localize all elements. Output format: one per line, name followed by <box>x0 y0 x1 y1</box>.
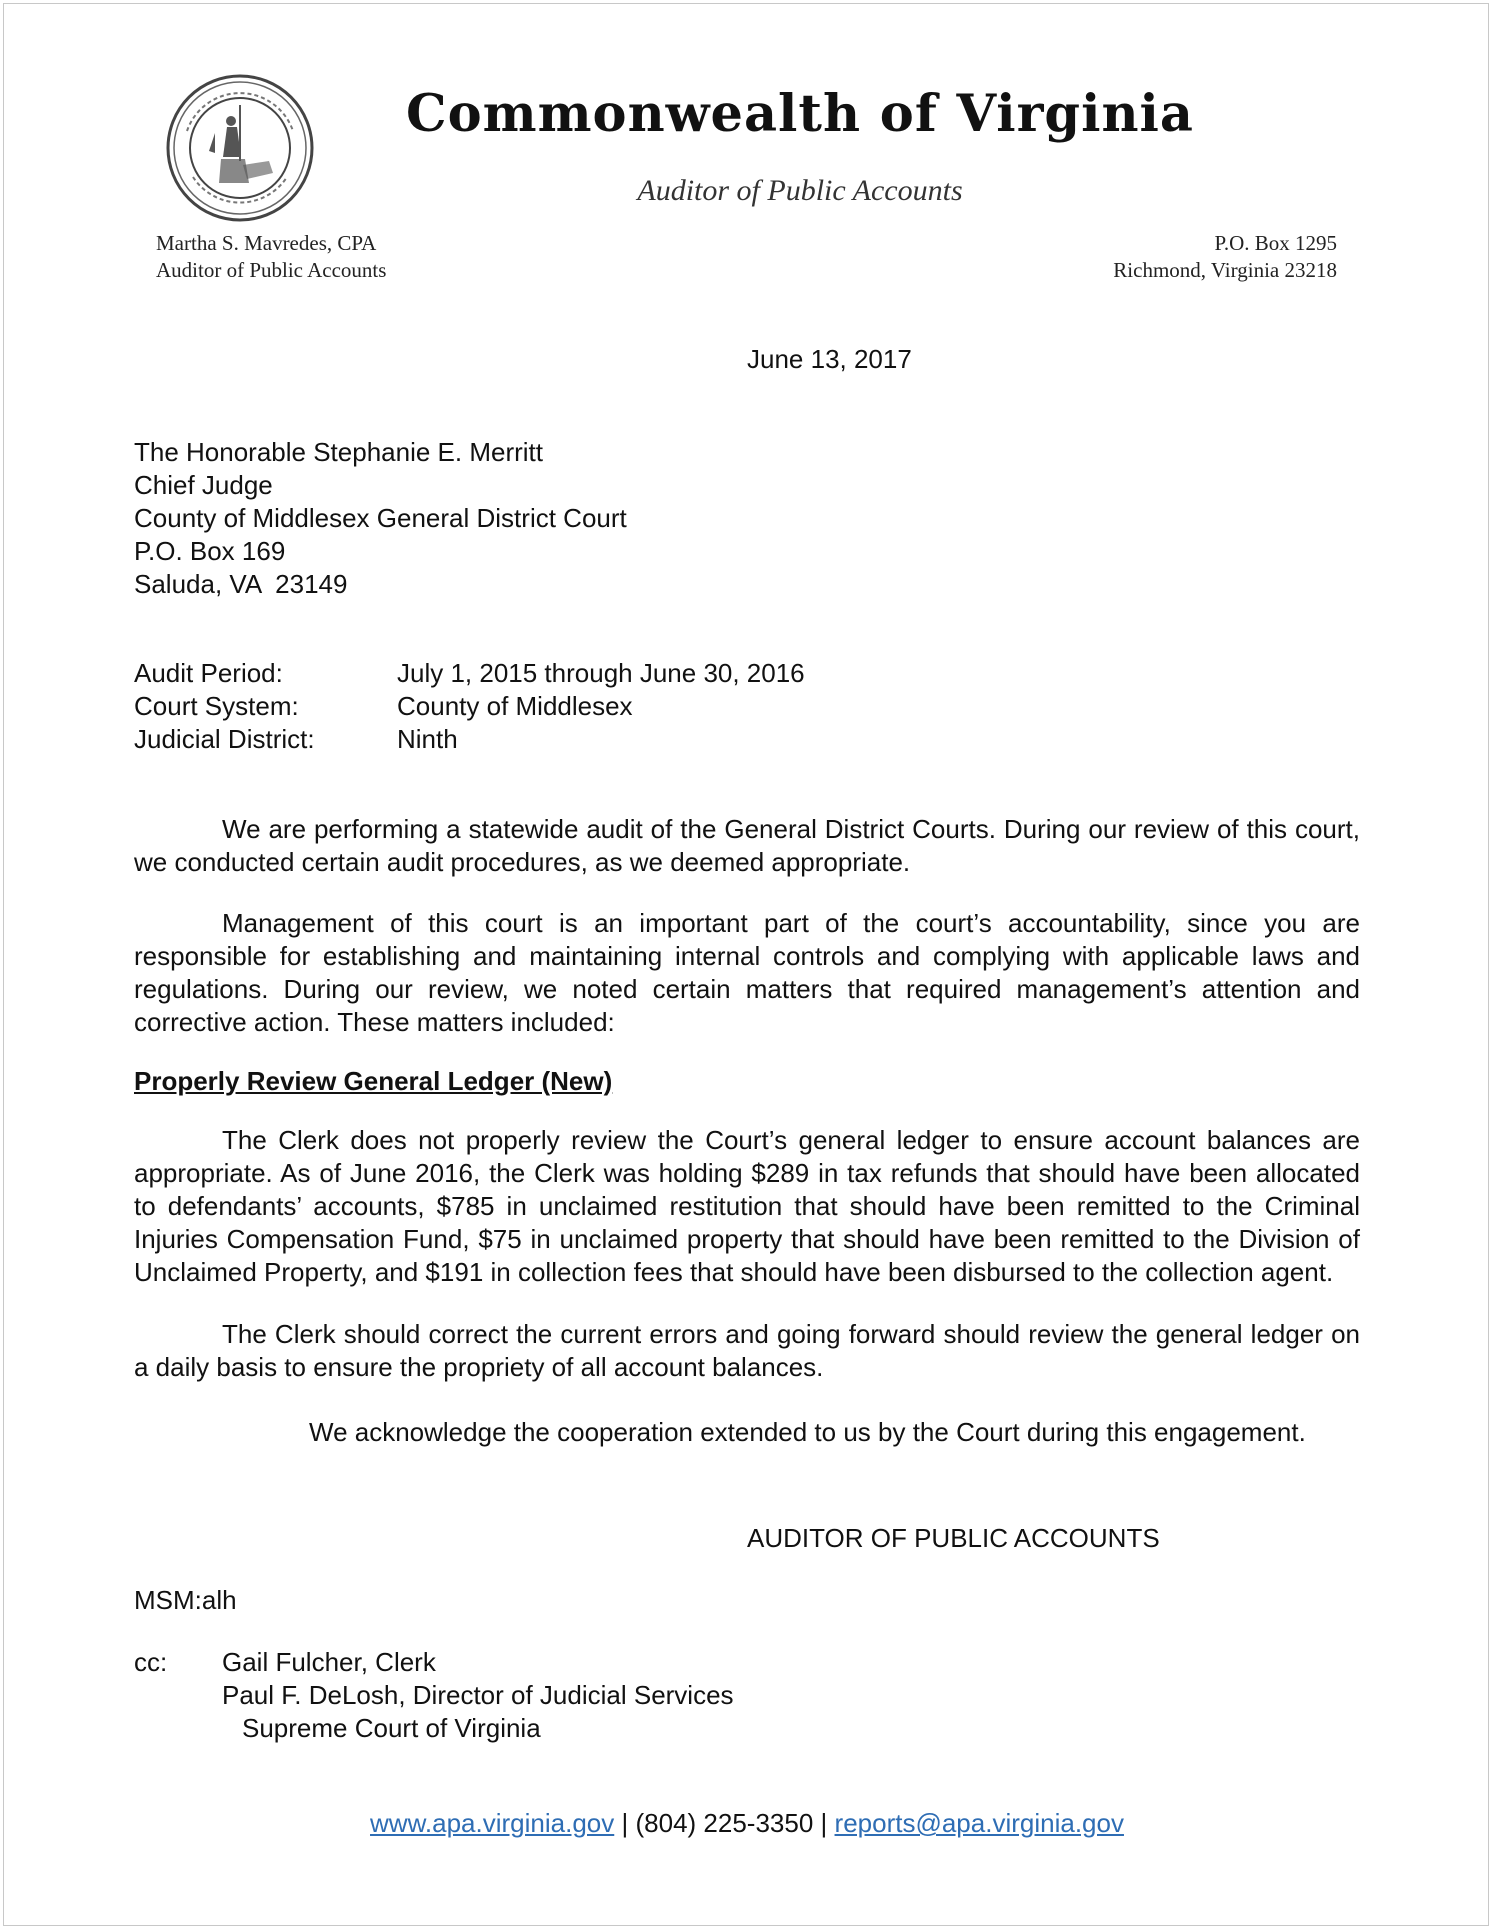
cc-label: cc: <box>134 1647 168 1677</box>
letterhead-subtitle: Auditor of Public Accounts <box>637 174 963 207</box>
recommendation-paragraph <box>134 1318 1360 1384</box>
signature-block: AUDITOR OF PUBLIC ACCOUNTS <box>747 1523 1160 1553</box>
sender-block <box>156 230 386 284</box>
management-text: Management of this court is an important part of the court’s accountability, since you are responsible for establishing and maintaining internal controls and complying with applicable laws and regulations. During our review, we noted certain matters that required management’s attention and corrective action. These matters included: <box>134 908 1360 1037</box>
court-system-value: County of Middlesex <box>397 691 633 721</box>
intro-text: We are performing a statewide audit of the General District Courts. During our review of this court, we conducted certain audit procedures, as we deemed appropriate. <box>134 814 1360 877</box>
finding-text: The Clerk does not properly review the Court’s general ledger to ensure account balances are appropriate. As of June 2016, the Clerk was holding $289 in tax refunds that should have been allocated to defendants’ accounts, $785 in unclaimed restitution that should have been remitted to the Criminal Injuries Compensation Fund, $75 in unclaimed property that should have been remitted to the Division of Unclaimed Property, and $191 in collection fees that should have been disbursed to the collection agent. <box>134 1125 1360 1287</box>
addressee-title: Chief Judge <box>134 470 273 500</box>
cc-row <box>134 1712 734 1745</box>
judicial-district-row <box>134 723 805 756</box>
finding-paragraph <box>134 1124 1360 1289</box>
return-po-box: P.O. Box 1295 <box>1214 231 1337 255</box>
cc-recipient: Supreme Court of Virginia <box>242 1713 541 1743</box>
return-city-state-zip: Richmond, Virginia 23218 <box>1113 258 1337 282</box>
footer-phone: (804) 225-3350 <box>635 1808 814 1838</box>
finding-heading: Properly Review General Ledger (New) <box>134 1066 613 1096</box>
management-paragraph <box>134 907 1360 1039</box>
website-link[interactable]: www.apa.virginia.gov <box>370 1808 615 1838</box>
intro-paragraph <box>134 813 1360 879</box>
return-address <box>1113 230 1337 284</box>
footer-separator: | <box>621 1808 629 1838</box>
court-system-label: Court System: <box>134 691 299 721</box>
email-link[interactable]: reports@apa.virginia.gov <box>834 1808 1124 1838</box>
reference-initials: MSM:alh <box>134 1585 237 1615</box>
acknowledgement-text: We acknowledge the cooperation extended to us by the Court during this engagement. <box>309 1417 1306 1447</box>
cc-row <box>134 1646 734 1679</box>
court-system-row <box>134 690 805 723</box>
judicial-district-value: Ninth <box>397 724 458 754</box>
cc-recipient: Paul F. DeLosh, Director of Judicial Services <box>222 1680 734 1710</box>
audit-period-value: July 1, 2015 through June 30, 2016 <box>397 658 805 688</box>
letterhead-title: Commonwealth of Virginia <box>406 84 1194 144</box>
sender-name: Martha S. Mavredes, CPA <box>156 231 377 255</box>
addressee-organization: County of Middlesex General District Court <box>134 503 627 533</box>
audit-period-row <box>134 657 805 690</box>
cc-recipient: Gail Fulcher, Clerk <box>222 1647 436 1677</box>
sender-title: Auditor of Public Accounts <box>156 258 387 282</box>
cc-block <box>134 1646 734 1745</box>
addressee-po-box: P.O. Box 169 <box>134 536 286 566</box>
letter-date: June 13, 2017 <box>747 344 912 374</box>
addressee-block <box>134 436 627 601</box>
audit-period-label: Audit Period: <box>134 658 283 688</box>
virginia-state-seal-icon <box>165 73 315 223</box>
judicial-district-label: Judicial District: <box>134 724 315 754</box>
addressee-name: The Honorable Stephanie E. Merritt <box>134 437 543 467</box>
cc-row <box>134 1679 734 1712</box>
footer-separator: | <box>820 1808 828 1838</box>
audit-info <box>134 657 805 756</box>
footer <box>0 1807 1494 1840</box>
recommendation-text: The Clerk should correct the current errors and going forward should review the general ledger on a daily basis to ensure the propriety of all account balances. <box>134 1319 1360 1382</box>
addressee-city-state-zip: Saluda, VA 23149 <box>134 569 348 599</box>
